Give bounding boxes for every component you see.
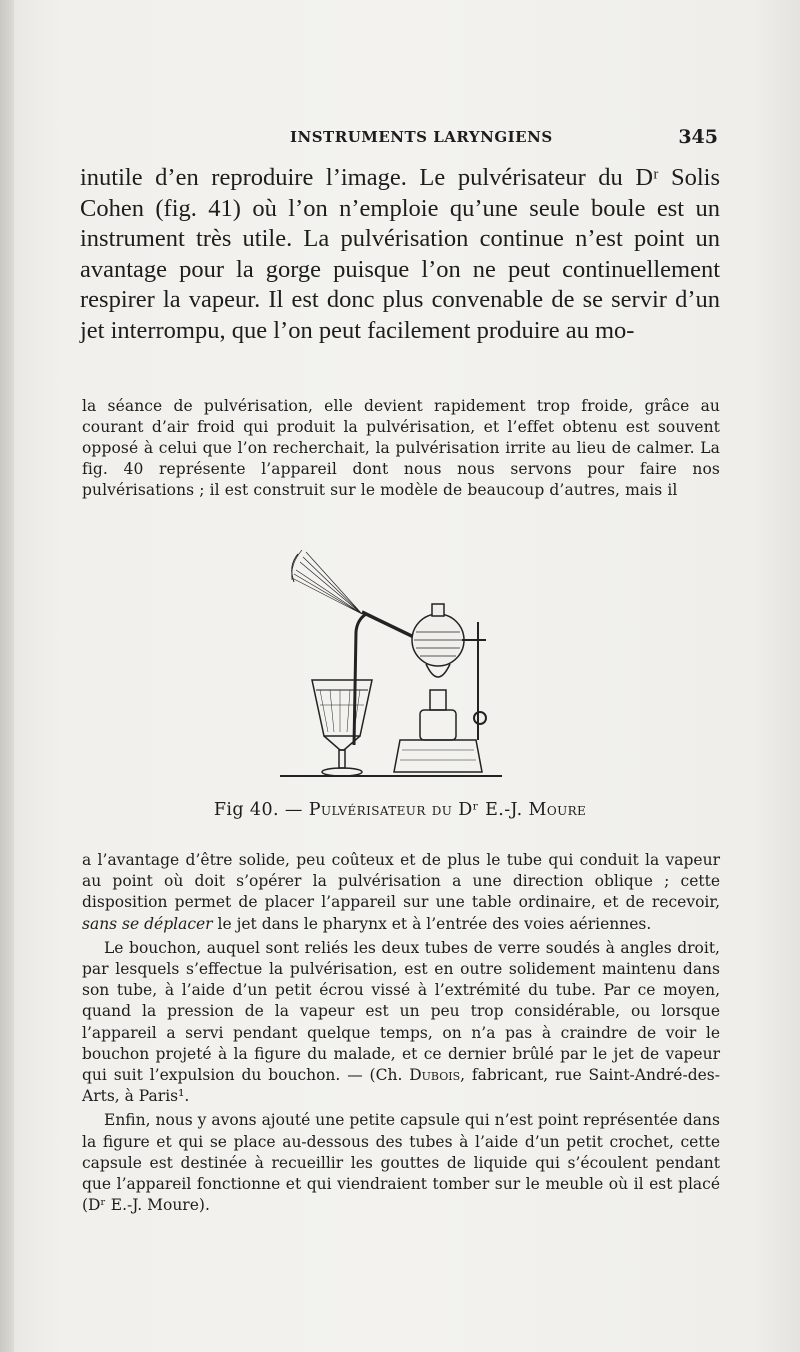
paragraph-2 — [82, 938, 720, 1108]
drinking-glass — [312, 680, 372, 776]
spirit-lamp — [394, 690, 482, 772]
small-print-paragraph: la séance de pulvérisation, elle devient rapidement trop froide, grâce au courant d’air froid qui produit la pulvérisation, et l’effet obtenu est souvent opposé à celui que l’on recherchait, la pulvérisation irrite au lieu de calmer. La fig. 40 représente l’appareil dont nous nous servons pour faire nos pulvérisations ; il est construit sur le modèle de beaucoup d’autres, mais il — [82, 397, 720, 499]
p1-italic-text: sans se déplacer — [82, 914, 213, 933]
p2-text-end: , fabricant, rue Saint-André-des-Arts, à Paris¹. — [82, 1066, 720, 1106]
sprayer-apparatus-drawing — [270, 540, 510, 780]
figure-40-illustration — [270, 540, 510, 780]
body-text — [82, 850, 720, 1216]
page-header — [72, 128, 724, 154]
figure-caption — [80, 800, 720, 820]
running-head: INSTRUMENTS LARYNGIENS — [290, 128, 553, 146]
support-stand — [462, 622, 486, 740]
spray-cone — [292, 550, 362, 614]
paragraph-3: Enfin, nous y avons ajouté une petite capsule qui n’est point représentée dans la figure et qui se place au-dessous des tubes à l’aide d’un petit crochet, cette capsule est destinée à recueillir les gouttes de liquide qui s’écoulent pendant que l’appareil fonctionne et qui viendraient tomber sur le meuble où il est placé (Dʳ E.-J. Moure). — [82, 1111, 720, 1215]
page-edge — [0, 0, 14, 1352]
p1-text-end: le jet dans le pharynx et à l’entrée des voies aériennes. — [212, 914, 652, 933]
page-number: 345 — [678, 126, 718, 148]
paragraph-1 — [82, 850, 720, 935]
caption-prefix: Fig 40. — — [213, 800, 309, 820]
p2-smallcaps-name: Dubois — [409, 1066, 461, 1085]
p1-text: a l’avantage d’être solide, peu coûteux et de plus le tube qui conduit la vapeur au point où doit s’opérer la pulvérisation a une direction oblique ; cette disposition permet de placer l’appareil sur une table ordinaire, et de recevoir, — [82, 851, 720, 912]
caption-title: Pulvérisateur du Dʳ E.-J. Moure — [308, 800, 587, 820]
p2-text: Le bouchon, auquel sont reliés les deux tubes de verre soudés à angles droit, par lesquels s’effectue la pulvérisation, est en outre solidement maintenu dans son tube, à l’aide d’un petit écrou vissé à l’extrémité du tube. Par ce moyen, quand la pression de la vapeur est un peu trop considérable, ou lorsque l’appareil a servi pendant quelque temps, on n’a pas à craindre de voir le bouchon projeté à la figure du malade, et ce dernier brûlé par le jet de vapeur qui suit l’expulsion du bouchon. — (Ch. — [82, 938, 720, 1085]
boiler-sphere — [412, 604, 464, 677]
intro-paragraph: inutile d’en reproduire l’image. Le pulvérisateur du Dʳ Solis Cohen (fig. 41) où l’on n’emploie qu’une seule boule est un instrument très utile. La pulvérisation continue n’est point un avantage pour la gorge puisque l’on ne peut continuellement respirer la vapeur. Il est donc plus convenable de se servir d’un jet interrompu, que l’on peut facilement produire au mo- — [80, 164, 720, 344]
